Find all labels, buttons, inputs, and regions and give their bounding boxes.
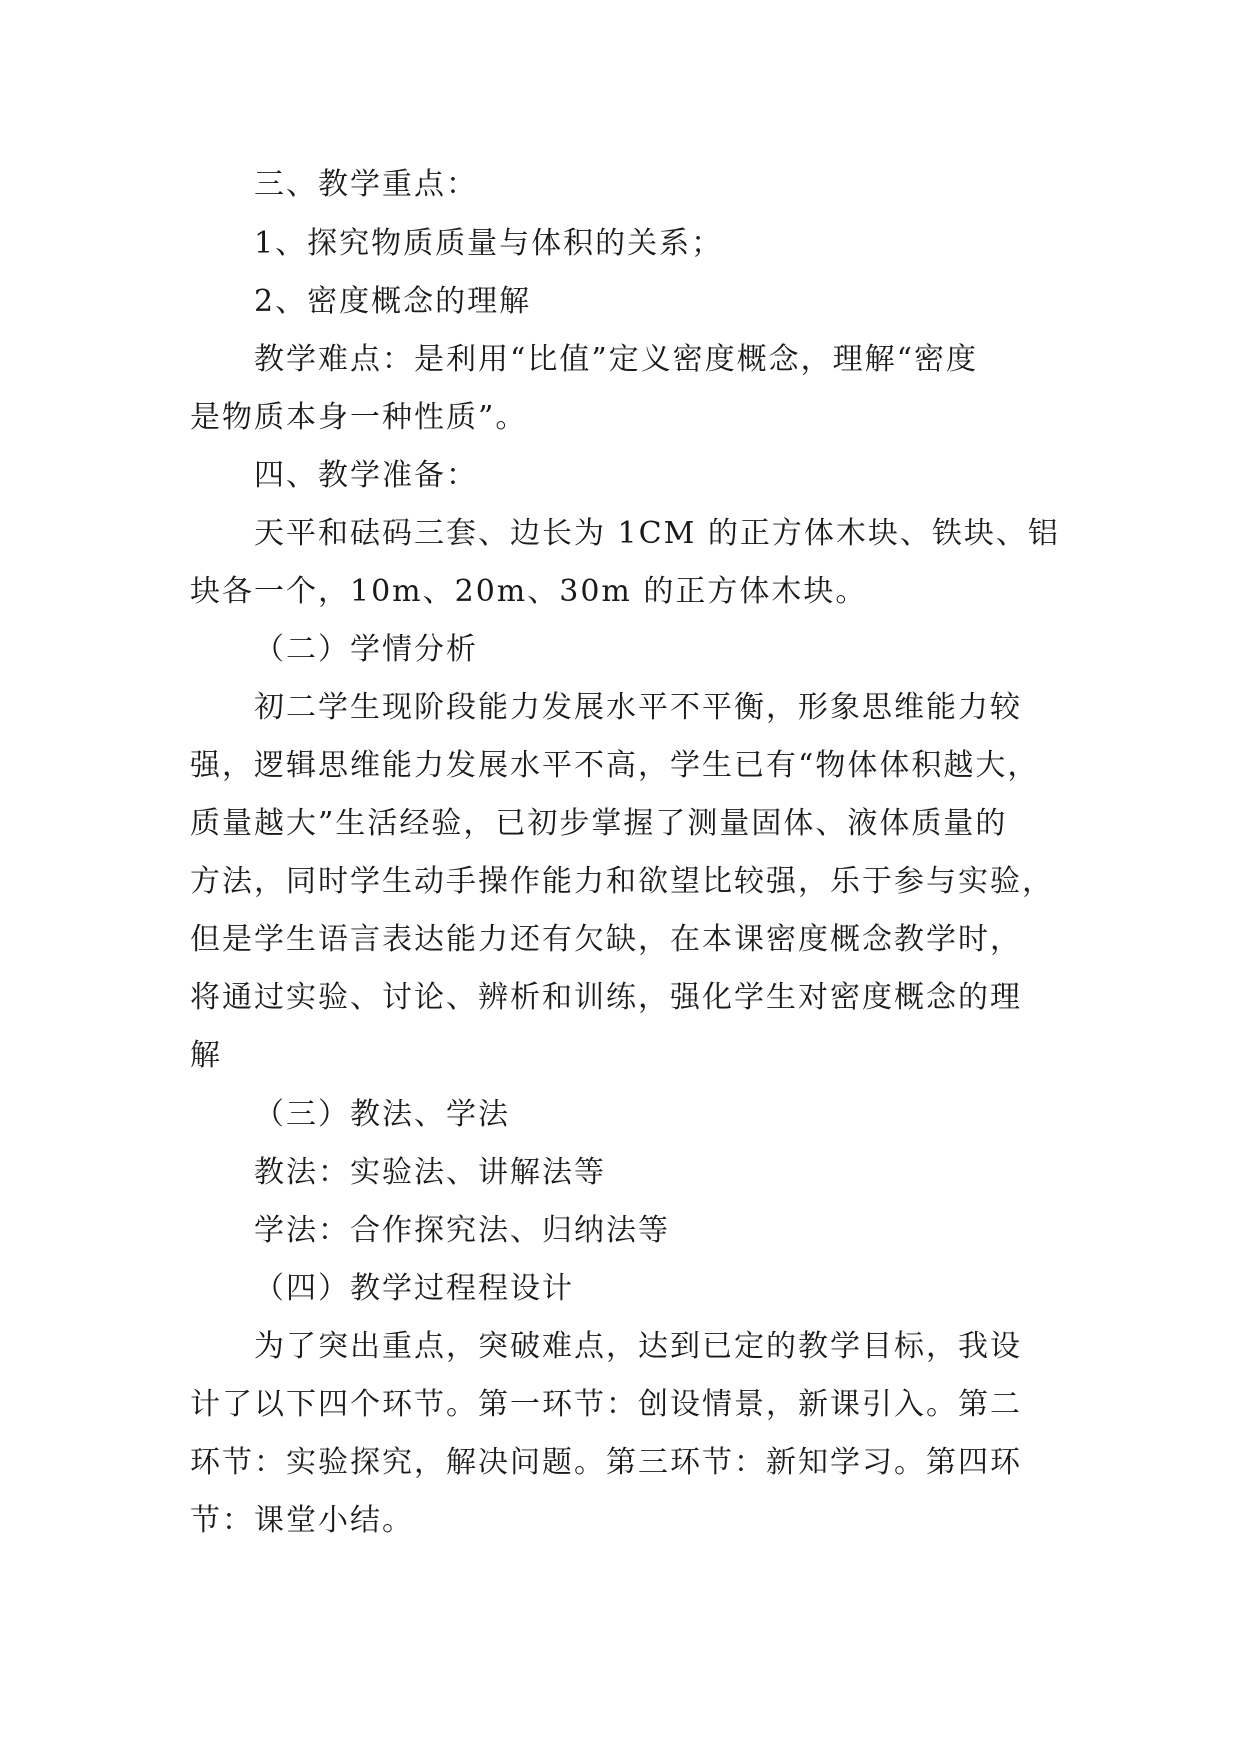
preparation-line-2: 块各一个，10m、20m、30m 的正方体木块。 [190, 574, 868, 609]
difficulty-line-2: 是物质本身一种性质”。 [190, 400, 528, 435]
analysis-line-7: 解 [190, 1038, 222, 1073]
section-heading-methods: （三）教法、学法 [254, 1097, 510, 1132]
analysis-line-5: 但是学生语言表达能力还有欠缺，在本课密度概念教学时， [190, 922, 1022, 957]
process-line-2: 计了以下四个环节。第一环节：创设情景，新课引入。第二 [190, 1387, 1022, 1422]
analysis-line-1: 初二学生现阶段能力发展水平不平衡，形象思维能力较 [254, 690, 1022, 725]
process-line-4: 节：课堂小结。 [190, 1503, 414, 1538]
difficulty-line-1: 教学难点：是利用“比值”定义密度概念，理解“密度 [254, 342, 979, 377]
preparation-line-1: 天平和砝码三套、边长为 1CM 的正方体木块、铁块、铝 [254, 516, 1060, 551]
learning-methods: 学法：合作探究法、归纳法等 [254, 1213, 670, 1248]
section-heading-preparation: 四、教学准备： [254, 458, 478, 493]
section-heading-teaching-focus: 三、教学重点： [254, 167, 478, 202]
analysis-line-6: 将通过实验、讨论、辨析和训练，强化学生对密度概念的理 [190, 980, 1022, 1015]
process-line-1: 为了突出重点，突破难点，达到已定的教学目标，我设 [254, 1329, 1022, 1364]
analysis-line-2: 强，逻辑思维能力发展水平不高，学生已有“物体体积越大， [190, 748, 1040, 783]
analysis-line-3: 质量越大”生活经验，已初步掌握了测量固体、液体质量的 [190, 806, 1008, 841]
focus-item-1: 1、探究物质质量与体积的关系； [254, 226, 724, 261]
section-heading-student-analysis: （二）学情分析 [254, 632, 478, 667]
focus-item-2: 2、密度概念的理解 [254, 284, 532, 319]
process-line-3: 环节：实验探究，解决问题。第三环节：新知学习。第四环 [190, 1445, 1022, 1480]
teaching-methods: 教法：实验法、讲解法等 [254, 1155, 606, 1190]
analysis-line-4: 方法，同时学生动手操作能力和欲望比较强，乐于参与实验， [190, 864, 1054, 899]
section-heading-process: （四）教学过程程设计 [254, 1271, 574, 1306]
